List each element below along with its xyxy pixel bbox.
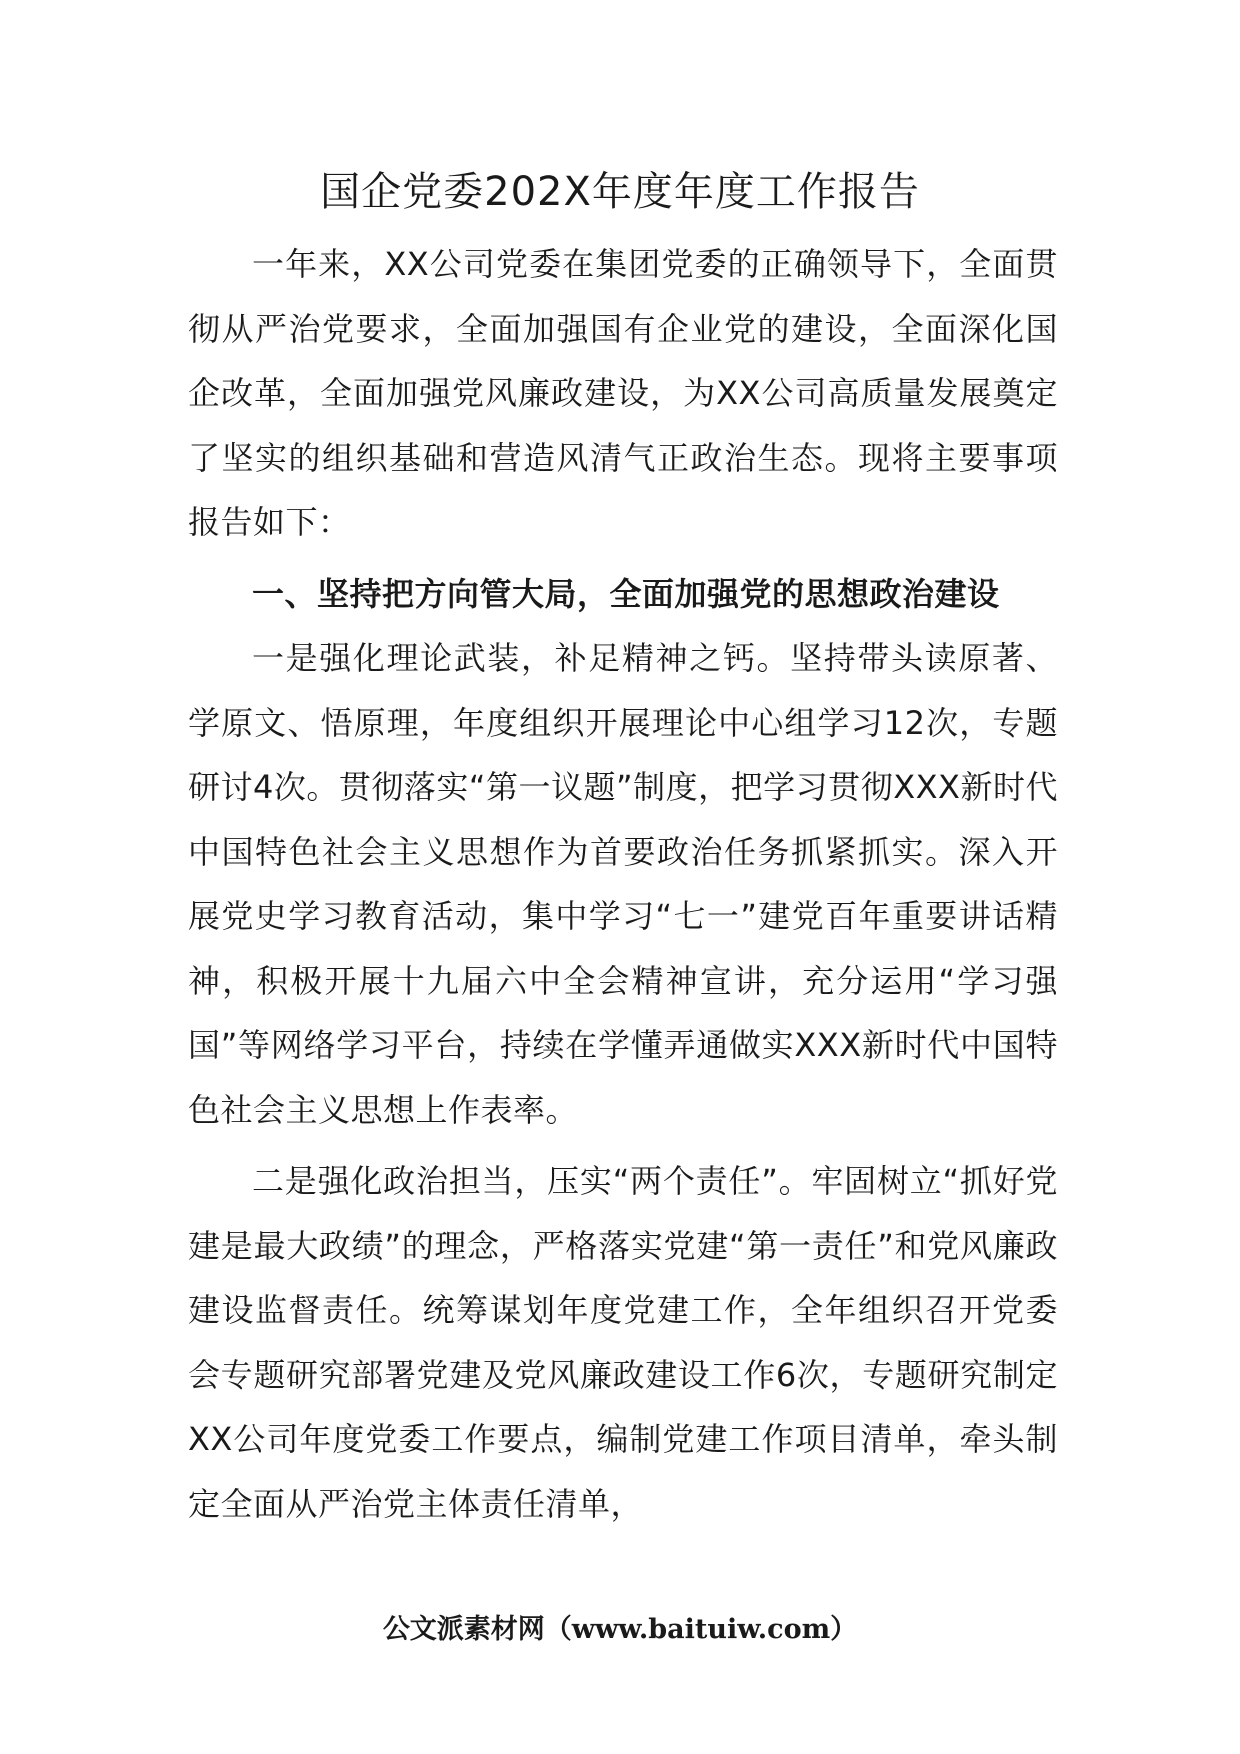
paragraph-point-2: 二是强化政治担当，压实“两个责任”。牢固树立“抓好党建是最大政绩”的理念，严格落实党建“第一责任”和党风廉政建设监督责任。统筹谋划年度党建工作，全年组织召开党委会专题研究部署党建及党风廉政建设工作6次，专题研究制定XX公司年度党委工作要点，编制党建工作项目清单，牵头制定全面从严治党主体责任清单， <box>188 1162 1058 1523</box>
section-heading-1: 一、坚持把方向管大局，全面加强党的思想政治建设 <box>252 574 1000 613</box>
paragraph-intro: 一年来，XX公司党委在集团党委的正确领导下，全面贯彻从严治党要求，全面加强国有企业党的建设，全面深化国企改革，全面加强党风廉政建设，为XX公司高质量发展奠定了坚实的组织基础和营造风清气正政治生态。现将主要事项报告如下： <box>188 245 1058 541</box>
document-title: 国企党委202X年度年度工作报告 <box>320 169 920 215</box>
footer-watermark: 公文派素材网（www.baituiw.com） <box>382 1614 858 1645</box>
paragraph-point-1: 一是强化理论武装，补足精神之钙。坚持带头读原著、学原文、悟原理，年度组织开展理论中心组学习12次，专题研讨4次。贯彻落实“第一议题”制度，把学习贯彻XXX新时代中国特色社会主义思想作为首要政治任务抓紧抓实。深入开展党史学习教育活动，集中学习“七一”建党百年重要讲话精神，积极开展十九届六中全会精神宣讲，充分运用“学习强国”等网络学习平台，持续在学懂弄通做实XXX新时代中国特色社会主义思想上作表率。 <box>188 639 1058 1129</box>
document-body <box>188 232 1058 1536</box>
paragraph-gap <box>188 1142 1058 1149</box>
